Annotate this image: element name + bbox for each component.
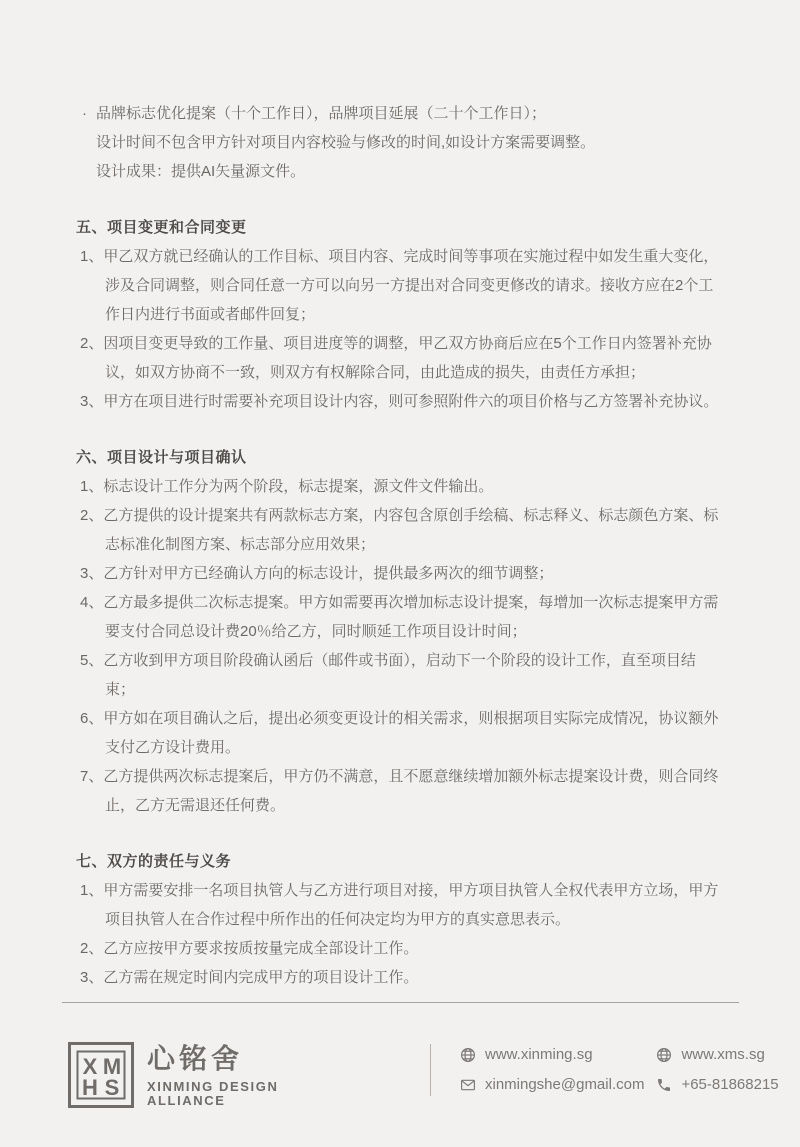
contract-clause: 3、乙方需在规定时间内完成甲方的项目设计工作。 bbox=[80, 969, 419, 986]
footer bbox=[68, 1042, 779, 1112]
intro-line: 设计时间不包含甲方针对项目内容校验与修改的时间,如设计方案需要调整。 bbox=[96, 134, 596, 151]
intro-line bbox=[82, 99, 724, 128]
bullet-dot: · bbox=[82, 105, 87, 122]
contract-clause: 4、乙方最多提供二次标志提案。甲方如需要再次增加标志设计提案，每增加一次标志提案甲方需要支付合同总设计费20％给乙方，同时顺延工作项目设计时间； bbox=[80, 594, 719, 640]
section-design-and-confirmation bbox=[76, 443, 724, 820]
contract-clause: 5、乙方收到甲方项目阶段确认函后（邮件或书面），启动下一个阶段的设计工作，直至项目结束； bbox=[80, 652, 696, 698]
email-contact bbox=[460, 1076, 644, 1093]
phone-icon bbox=[656, 1077, 672, 1093]
contract-clause: 6、甲方如在项目确认之后，提出必须变更设计的相关需求，则根据项目实际完成情况，协议额外支付乙方设计费用。 bbox=[80, 710, 719, 756]
website-primary bbox=[460, 1046, 644, 1063]
contract-clause: 1、甲乙双方就已经确认的工作目标、项目内容、完成时间等事项在实施过程中如发生重大变化，涉及合同调整，则合同任意一方可以向另一方提出对合同变更修改的请求。接收方应在2个工作日内进行书面或者邮件回复； bbox=[80, 248, 719, 323]
svg-text:S: S bbox=[104, 1075, 120, 1100]
section-title: 七、双方的责任与义务 bbox=[76, 853, 232, 870]
contract-clause: 2、乙方提供的设计提案共有两款标志方案，内容包含原创手绘稿、标志释义、标志颜色方案、标志标准化制图方案、标志部分应用效果； bbox=[80, 507, 719, 553]
phone-number: +65-81868215 bbox=[681, 1076, 779, 1093]
globe-icon bbox=[656, 1047, 672, 1063]
mail-icon bbox=[460, 1077, 476, 1093]
contact-list bbox=[460, 1046, 779, 1093]
footer-divider-line bbox=[62, 1002, 739, 1003]
svg-text:H: H bbox=[82, 1075, 98, 1100]
contract-clause: 3、乙方针对甲方已经确认方向的标志设计，提供最多两次的细节调整； bbox=[80, 565, 554, 582]
contract-clause: 1、甲方需要安排一名项目执管人与乙方进行项目对接，甲方项目执管人全权代表甲方立场，甲方项目执管人在合作过程中所作出的任何决定均为甲方的真实意思表示。 bbox=[80, 882, 719, 928]
contract-clause: 1、标志设计工作分为两个阶段，标志提案，源文件文件输出。 bbox=[80, 478, 494, 495]
website-url: www.xms.sg bbox=[681, 1046, 765, 1063]
brand-name-chinese: 心铭舍 bbox=[147, 1043, 244, 1074]
intro-block bbox=[82, 99, 724, 186]
svg-text:X: X bbox=[82, 1054, 98, 1079]
footer-vertical-divider bbox=[430, 1044, 431, 1096]
email-address: xinmingshe@gmail.com bbox=[485, 1076, 645, 1093]
contract-clause: 3、甲方在项目进行时需要补充项目设计内容，则可参照附件六的项目价格与乙方签署补充协议。 bbox=[80, 393, 719, 410]
contract-clause: 2、因项目变更导致的工作量、项目进度等的调整，甲乙双方协商后应在5个工作日内签署补充协议，如双方协商不一致，则双方有权解除合同，由此造成的损失，由责任方承担； bbox=[80, 335, 712, 381]
website-url: www.xinming.sg bbox=[485, 1046, 593, 1063]
brand-text-block bbox=[147, 1042, 278, 1108]
contract-clause: 2、乙方应按甲方要求按质按量完成全部设计工作。 bbox=[80, 940, 419, 957]
section-title: 六、项目设计与项目确认 bbox=[76, 449, 247, 466]
intro-text: 品牌标志优化提案（十个工作日），品牌项目延展（二十个工作日）； bbox=[96, 105, 547, 122]
globe-icon bbox=[460, 1047, 476, 1063]
contract-clause: 7、乙方提供两次标志提案后，甲方仍不满意，且不愿意继续增加额外标志提案设计费，则合同终止，乙方无需退还任何费。 bbox=[80, 768, 719, 814]
brand-name-english: XINMING DESIGN bbox=[147, 1079, 279, 1094]
intro-line: 设计成果：提供AI矢量源文件。 bbox=[96, 163, 306, 180]
section-title: 五、项目变更和合同变更 bbox=[76, 219, 247, 236]
xms-logo-icon bbox=[68, 1042, 134, 1108]
section-responsibilities bbox=[76, 847, 724, 992]
phone-contact bbox=[656, 1076, 778, 1093]
svg-text:M: M bbox=[102, 1054, 122, 1079]
section-project-and-contract-change bbox=[76, 213, 724, 416]
brand-name-english: ALLIANCE bbox=[147, 1093, 226, 1108]
website-secondary bbox=[656, 1046, 778, 1063]
